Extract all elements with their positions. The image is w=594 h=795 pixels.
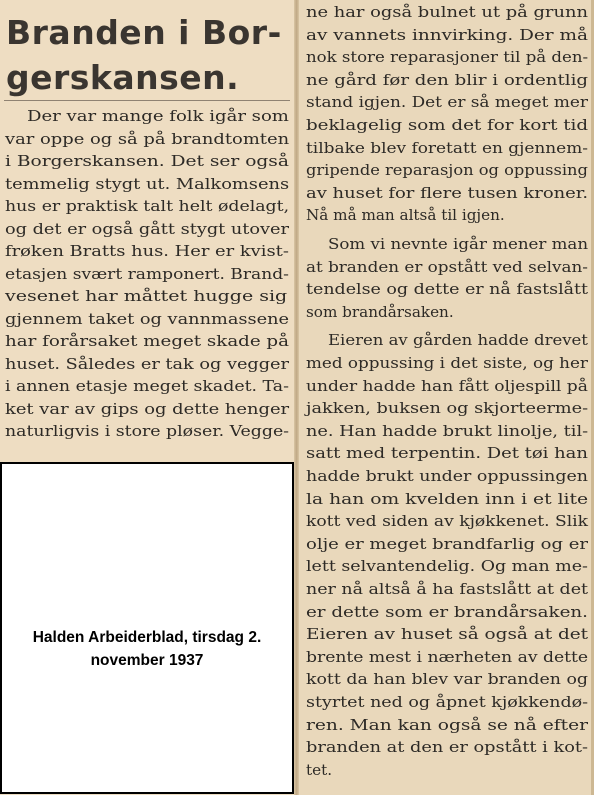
text-line: tilbake blev foretatt en gjennem- bbox=[306, 138, 588, 157]
text-line: vesenet har måttet hugge sig bbox=[5, 287, 288, 305]
text-line: var oppe og så på brandtomten bbox=[5, 129, 290, 148]
text-line: huset. Således er tak og vegger bbox=[5, 354, 289, 373]
text-line: la han om kvelden inn i et lite bbox=[306, 489, 589, 508]
caption-text bbox=[12, 626, 282, 672]
headline-line: Branden i Bor- bbox=[6, 13, 282, 52]
text-line: kott ved siden av kjøkkenet. Slik bbox=[306, 512, 589, 531]
text-line: styrtet ned og åpnet kjøkkendø- bbox=[306, 693, 589, 711]
text-line: branden at den er opstått i kot- bbox=[306, 738, 588, 757]
text-line: gripende reparasjon og oppussing bbox=[306, 161, 588, 180]
text-line: stand igjen. Det er så meget mer bbox=[306, 93, 588, 112]
text-line: olje er meget brandfarlig og er bbox=[306, 534, 588, 553]
text-line: naturligvis i store pløser. Vegge- bbox=[5, 422, 290, 440]
text-line: hadde brukt under oppussingen bbox=[306, 467, 588, 485]
text-line: frøken Bratts hus. Her er kvist- bbox=[5, 242, 289, 260]
text-line: ren. Man kan også se nå efter bbox=[306, 715, 588, 734]
caption-line: Halden Arbeiderblad, tirsdag 2. bbox=[32, 629, 262, 646]
text-line: under hadde han fått oljespill på bbox=[306, 376, 588, 395]
text-line: brente mest i nærheten av dette bbox=[306, 647, 589, 666]
text-line: gjennem taket og vannmassene bbox=[5, 309, 290, 328]
headline-rule bbox=[4, 100, 290, 101]
text-line: ne gård før den blir i ordentlig bbox=[306, 70, 589, 89]
text-line: satt med terpentin. Det tøi han bbox=[306, 444, 588, 463]
text-line: at branden er opstått ved selvan- bbox=[306, 257, 588, 276]
text-line: av huset for flere tusen kroner. bbox=[306, 183, 589, 202]
text-line: i Borgerskansen. Det ser også bbox=[5, 152, 289, 170]
article-headline bbox=[6, 10, 291, 100]
text-line: med oppussing i det siste, og her bbox=[306, 354, 588, 372]
text-line: etasjen svært ramponert. Brand- bbox=[5, 264, 289, 283]
headline-line: gerskansen. bbox=[6, 58, 240, 97]
text-line: ne har også bulnet ut på grunn bbox=[306, 3, 588, 21]
text-line: Eieren av gården hadde drevet bbox=[328, 331, 588, 350]
text-line: jakken, buksen og skjorteerme- bbox=[306, 399, 589, 418]
text-line: av vannets innvirking. Der må bbox=[306, 25, 588, 44]
text-line: Nå må man altså til igjen. bbox=[306, 206, 505, 225]
right-column bbox=[299, 0, 594, 795]
text-line: temmelig stygt ut. Malkomsens bbox=[5, 174, 290, 193]
text-line: lett selvantendelig. Og man me- bbox=[306, 557, 588, 576]
text-line: er dette som er brandårsaken. bbox=[306, 602, 588, 621]
text-line: nok store reparasjoner til på den- bbox=[306, 48, 589, 67]
caption-line: november 1937 bbox=[90, 652, 204, 669]
text-line: tendelse og dette er nå fastslått bbox=[306, 280, 589, 299]
text-line: som brandårsaken. bbox=[306, 302, 454, 321]
text-line: kott da han blev var branden og bbox=[306, 670, 588, 689]
text-line: ne. Han hadde brukt linolje, til- bbox=[306, 421, 589, 440]
text-line: beklagelig som det for kort tid bbox=[306, 116, 589, 134]
text-line: ket var av gips og dette henger bbox=[5, 399, 290, 418]
text-line: Som vi nevnte igår mener man bbox=[328, 235, 589, 253]
left-column bbox=[0, 0, 294, 463]
caption-box bbox=[0, 462, 294, 794]
text-line: Eieren av huset så også at det bbox=[306, 625, 589, 644]
text-line: Der var mange folk igår som bbox=[27, 107, 289, 125]
text-line: og det er også gått stygt utover bbox=[5, 219, 289, 238]
text-line: i annen etasje meget skadet. Ta- bbox=[5, 377, 289, 395]
text-line: ner nå altså å ha fastslått at det bbox=[306, 580, 589, 598]
text-line: har forårsaket meget skade på bbox=[5, 332, 289, 350]
text-line: hus er praktisk talt helt ødelagt, bbox=[5, 197, 290, 215]
text-line: tet. bbox=[306, 760, 333, 779]
